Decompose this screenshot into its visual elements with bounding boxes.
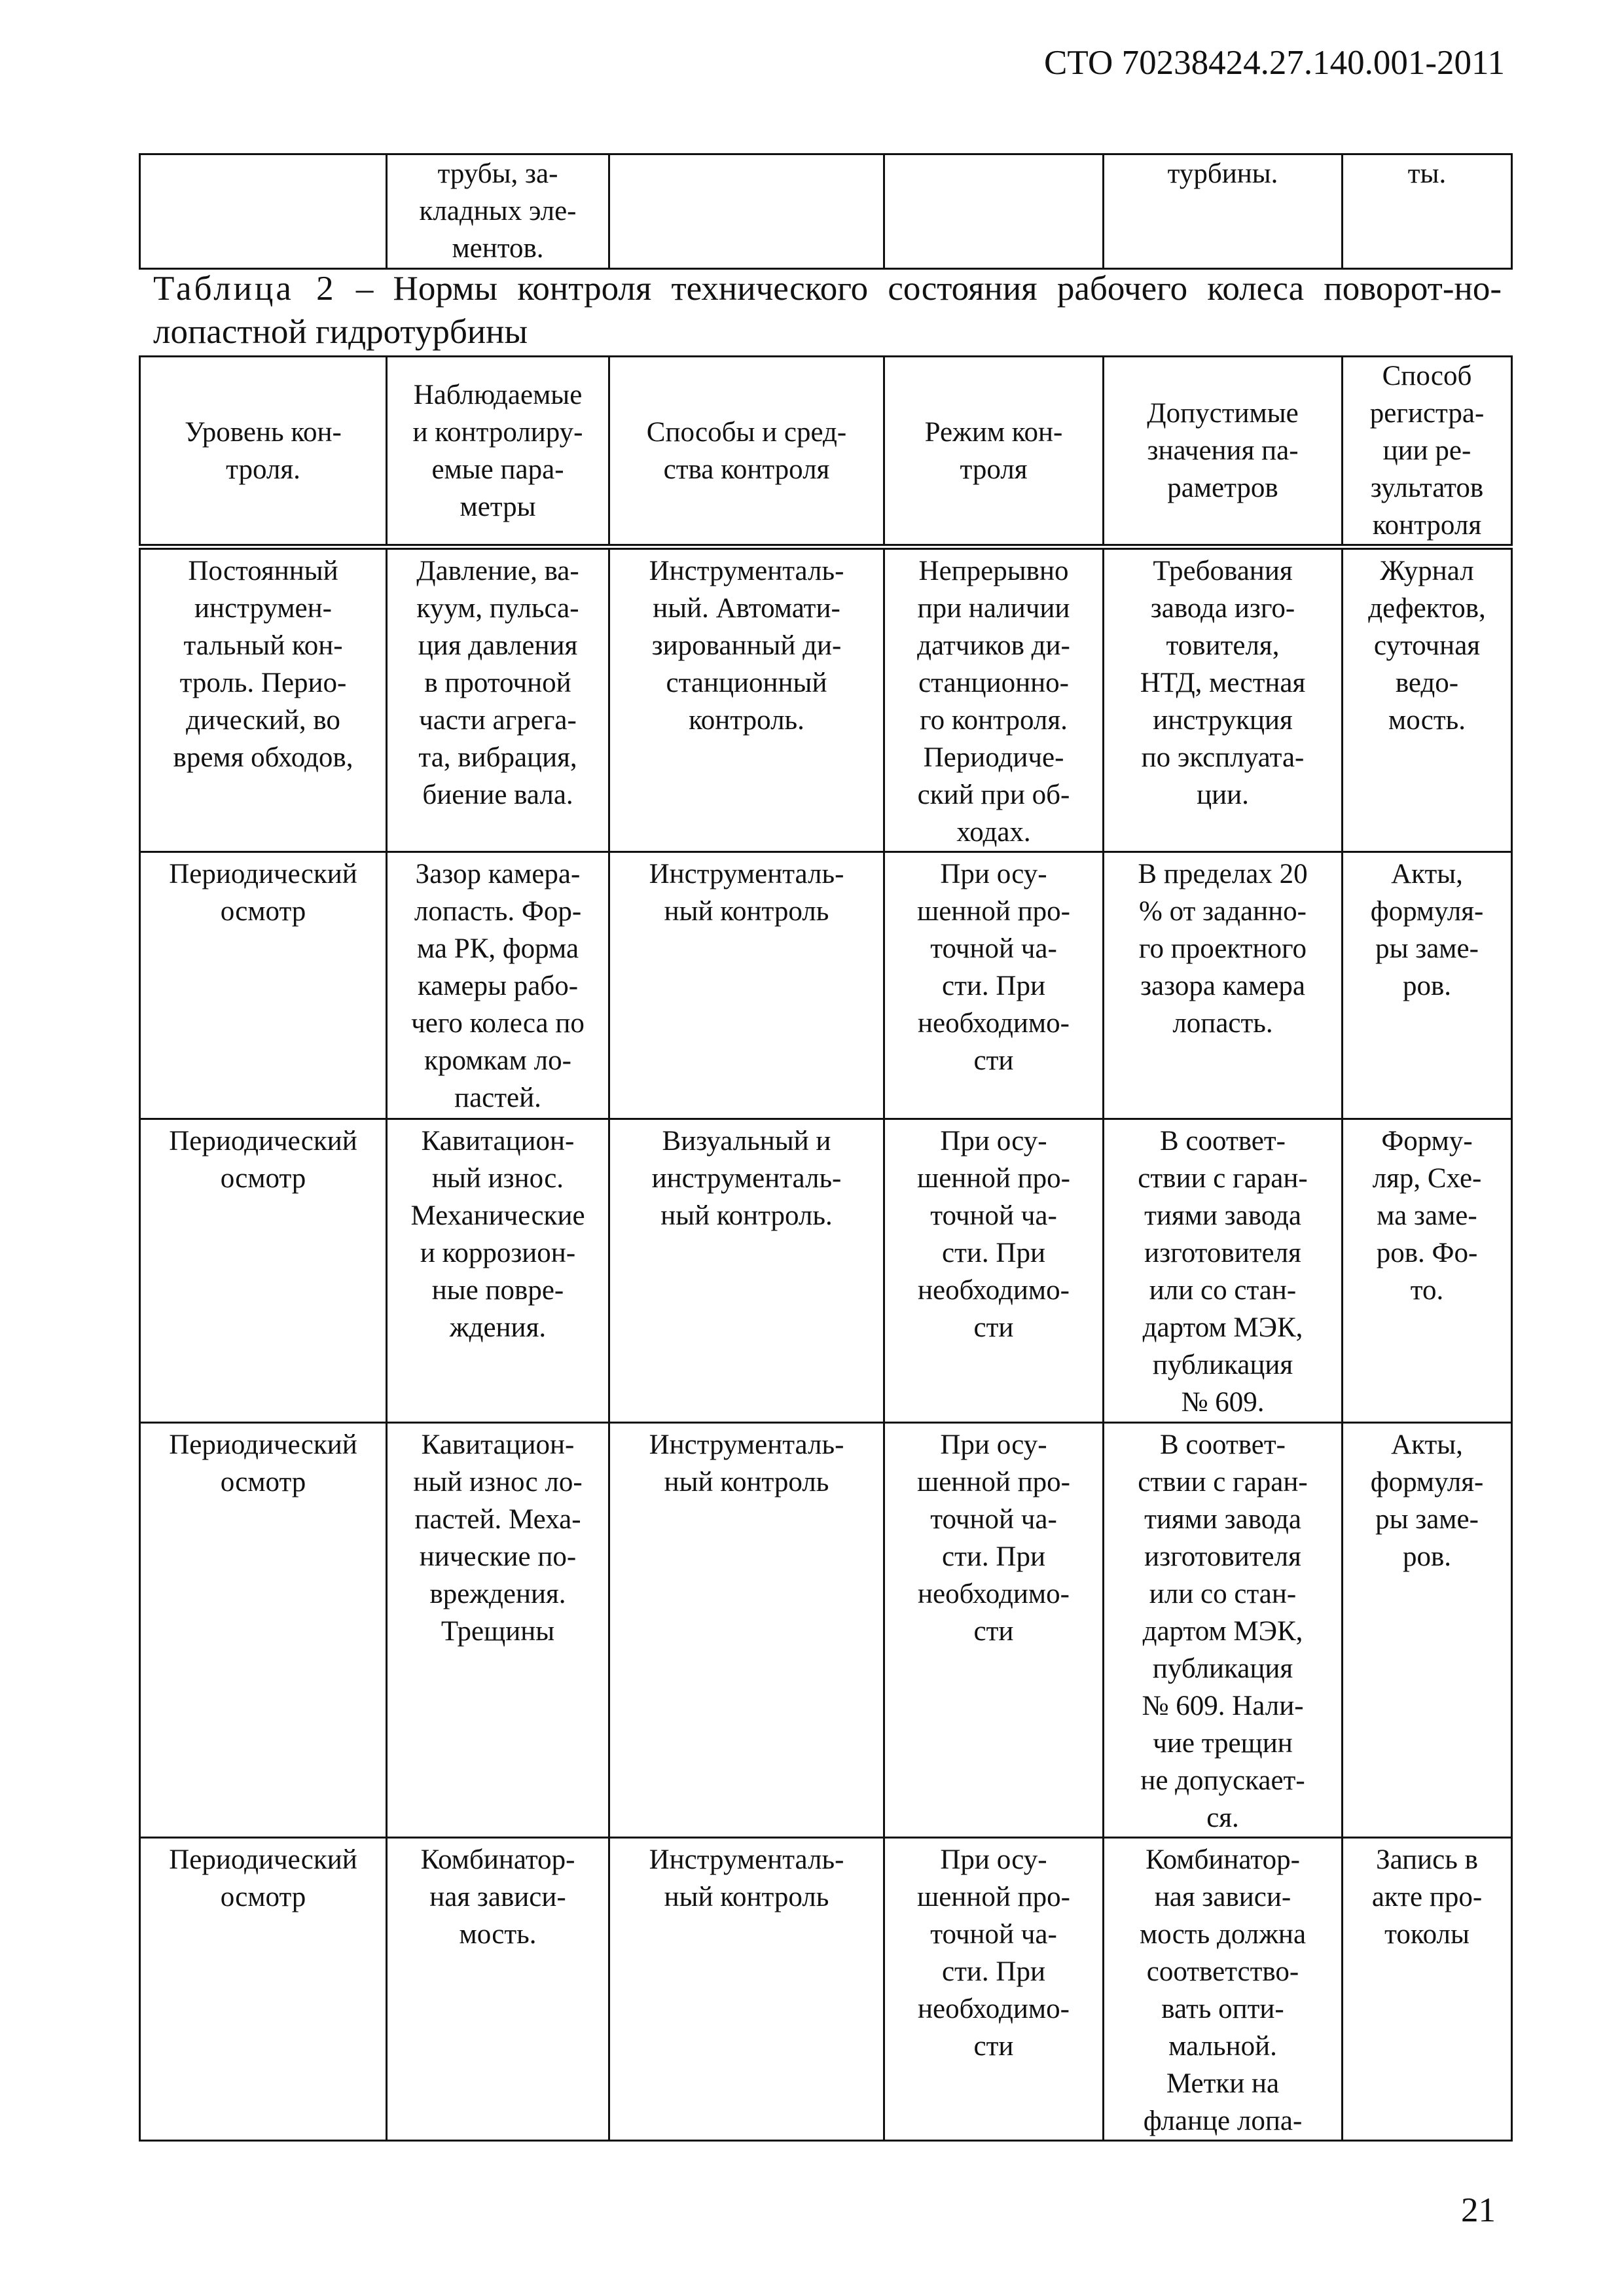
table-cell: Периодический осмотр	[140, 852, 387, 1119]
column-header: Наблюдаемые и контролиру- емые пара- метры	[387, 357, 609, 547]
table-row	[140, 154, 1512, 269]
table-cell: Зазор камера- лопасть. Фор- ма РК, форма камеры рабо- чего колеса по кромкам ло- пастей.	[387, 852, 609, 1119]
page-number: 21	[1461, 2191, 1496, 2229]
table-cell: При осу- шенной про- точной ча- сти. При необходимо- сти	[884, 852, 1104, 1119]
table-cell: Периодический осмотр	[140, 1838, 387, 2141]
table-cell: Акты, формуля- ры заме- ров.	[1343, 852, 1512, 1119]
table-cell: турбины.	[1104, 154, 1343, 269]
table-caption-label: Таблица 2	[153, 270, 336, 308]
table-cell: ты.	[1343, 154, 1512, 269]
table-cell: Требования завода изго- товителя, НТД, местная инструкция по эксплуата- ции.	[1104, 547, 1343, 852]
table-cell: Комбинатор- ная зависи- мость.	[387, 1838, 609, 2141]
column-header: Способы и сред- ства контроля	[609, 357, 884, 547]
table-cell: Запись в акте про- токолы	[1343, 1838, 1512, 2141]
table-cell	[609, 154, 884, 269]
table-cell: В пределах 20 % от заданно- го проектного зазора камера лопасть.	[1104, 852, 1343, 1119]
table-cell: При осу- шенной про- точной ча- сти. При необходимо- сти	[884, 1423, 1104, 1838]
document-code: СТО 70238424.27.140.001-2011	[1044, 44, 1505, 82]
table-cell: трубы, за- кладных эле- ментов.	[387, 154, 609, 269]
table-cell: Инструменталь- ный контроль	[609, 852, 884, 1119]
table-cell: Периодический осмотр	[140, 1423, 387, 1838]
table-row	[140, 1838, 1512, 2141]
table-cell: Акты, формуля- ры заме- ров.	[1343, 1423, 1512, 1838]
table-cell	[140, 154, 387, 269]
table-caption-text: – Нормы контроля технического состояния рабочего колеса поворот-но-лопастной гидротурбины	[153, 270, 1502, 351]
column-header: Способ регистра- ции ре- зультатов контроля	[1343, 357, 1512, 547]
table-cell: Комбинатор- ная зависи- мость должна соответство- вать опти- мальной. Метки на фланце лопа-	[1104, 1838, 1343, 2141]
table-cell: Инструменталь- ный контроль	[609, 1423, 884, 1838]
table-cell: В соответ- ствии с гаран- тиями завода изготовителя или со стан- дартом МЭК, публикация № 609.	[1104, 1119, 1343, 1423]
table-header-row	[140, 357, 1512, 547]
table-cell: При осу- шенной про- точной ча- сти. При необходимо- сти	[884, 1119, 1104, 1423]
table-cell: Инструменталь- ный контроль	[609, 1838, 884, 2141]
column-header: Уровень кон- троля.	[140, 357, 387, 547]
table-row	[140, 852, 1512, 1119]
table-cell: Давление, ва- куум, пульса- ция давления в проточной части агрега- та, вибрация, биение вала.	[387, 547, 609, 852]
table-cell	[884, 154, 1104, 269]
table-cell: Журнал дефектов, суточная ведо- мость.	[1343, 547, 1512, 852]
table-row	[140, 547, 1512, 852]
table-cell: Периодический осмотр	[140, 1119, 387, 1423]
table-cell: Визуальный и инструменталь- ный контроль.	[609, 1119, 884, 1423]
inspection-norms-table	[139, 355, 1513, 2142]
table-row	[140, 1423, 1512, 1838]
table-cell: Непрерывно при наличии датчиков ди- станционно- го контроля. Периодиче- ский при об- ходах.	[884, 547, 1104, 852]
table-caption	[153, 267, 1502, 353]
table-cell: Кавитацион- ный износ ло- пастей. Меха- нические по- вреждения. Трещины	[387, 1423, 609, 1838]
table-cell: Форму- ляр, Схе- ма заме- ров. Фо- то.	[1343, 1119, 1512, 1423]
table-cell: Инструменталь- ный. Автомати- зированный ди- станционный контроль.	[609, 547, 884, 852]
table-cell: Кавитацион- ный износ. Механические и коррозион- ные повре- ждения.	[387, 1119, 609, 1423]
column-header: Режим кон- троля	[884, 357, 1104, 547]
column-header: Допустимые значения па- раметров	[1104, 357, 1343, 547]
table-cell: При осу- шенной про- точной ча- сти. При необходимо- сти	[884, 1838, 1104, 2141]
table-row	[140, 1119, 1512, 1423]
continued-table	[139, 153, 1513, 270]
table-cell: В соответ- ствии с гаран- тиями завода изготовителя или со стан- дартом МЭК, публикация № 609. Нали- чие трещин не допускает- ся.	[1104, 1423, 1343, 1838]
table-cell: Постоянный инструмен- тальный кон- троль. Перио- дический, во время обходов,	[140, 547, 387, 852]
